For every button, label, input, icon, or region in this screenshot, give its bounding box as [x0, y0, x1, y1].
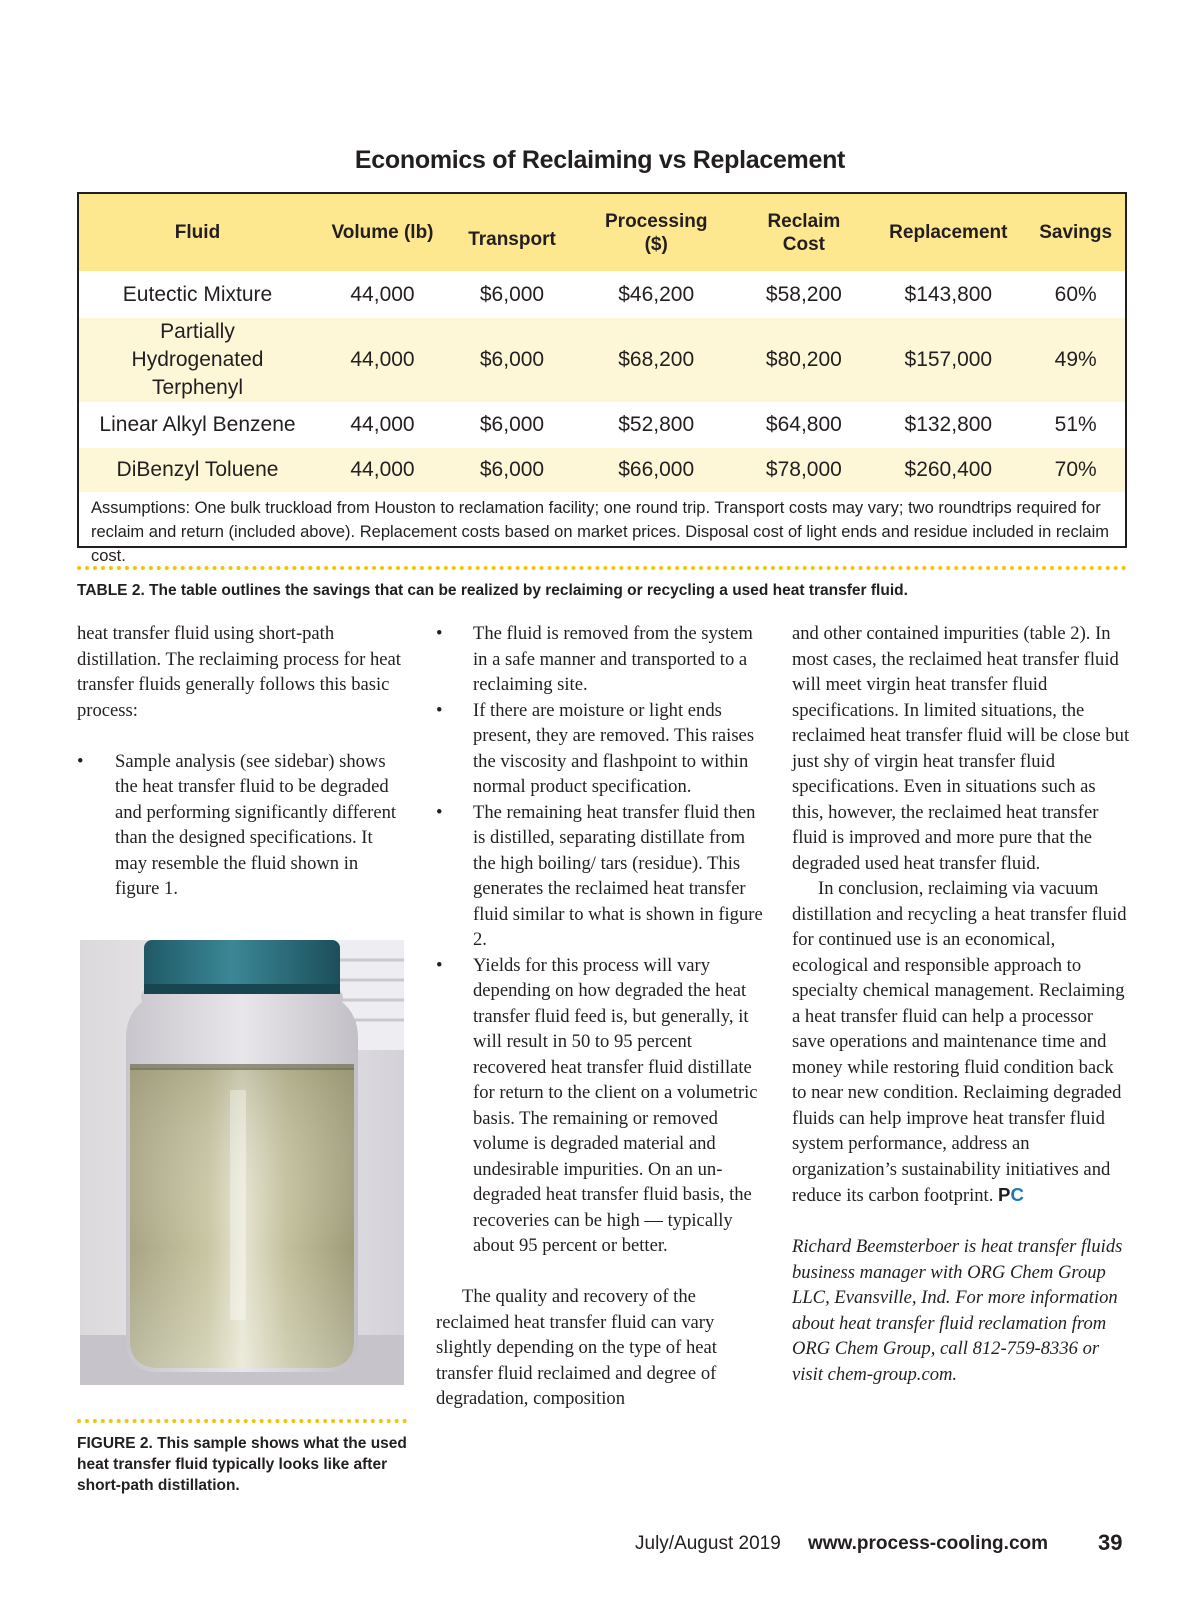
- table-title: Economics of Reclaiming vs Replacement: [354, 146, 846, 174]
- cell-fluid: Eutectic Mixture: [79, 271, 316, 318]
- cell-volume: 44,000: [316, 448, 449, 492]
- economics-table: [79, 194, 1125, 492]
- cell-processing: $46,200: [575, 271, 737, 318]
- list-item: [77, 749, 407, 902]
- cell-replacement: $143,800: [870, 271, 1026, 318]
- conclusion-text: In conclusion, reclaiming via vacuum distillation and recycling a heat transfer fluid for continued use is an economical, ecological and responsible approach to specialty chemical management. Reclaiming a heat transfer fluid can help a processor save operations and maintenance time and money while restoring fluid condition back to near new condition. Reclaiming degraded fluids can help improve heat transfer fluid system performance, address an organization’s sustainability initiatives and reduce its carbon footprint.: [792, 878, 1127, 1206]
- cell-transport: $6,000: [449, 318, 575, 402]
- page-number: 39: [1098, 1530, 1123, 1555]
- cell-fluid: DiBenzyl Toluene: [79, 448, 316, 492]
- list-item-text: If there are moisture or light ends present, they are removed. This raises the viscosity and flashpoint to within normal product specification.: [473, 699, 755, 797]
- cell-replacement: $260,400: [870, 448, 1026, 492]
- column-3: [792, 621, 1130, 1387]
- bullet-icon: •: [77, 750, 84, 772]
- paragraph: [792, 876, 1130, 1209]
- cell-savings: 70%: [1026, 448, 1125, 492]
- figure-2-photo: [80, 940, 404, 1385]
- cell-processing: $68,200: [575, 318, 737, 402]
- cell-reclaim-cost: $58,200: [737, 271, 870, 318]
- table-row: [79, 318, 1125, 402]
- cell-savings: 60%: [1026, 271, 1125, 318]
- cell-processing: $66,000: [575, 448, 737, 492]
- table-header-row: [79, 194, 1125, 271]
- header-replacement: Replacement: [870, 194, 1026, 271]
- cell-reclaim-cost: $64,800: [737, 402, 870, 448]
- cell-reclaim-cost: $78,000: [737, 448, 870, 492]
- header-transport: Transport: [449, 194, 575, 271]
- cell-volume: 44,000: [316, 271, 449, 318]
- list-item-text: The remaining heat transfer fluid then is distilled, separating distillate from the high boiling/ tars (residue). This generates the reclaimed heat transfer fluid similar to what is shown in figure 2.: [473, 801, 763, 950]
- jar-photo: [80, 940, 404, 1385]
- table-assumptions: Assumptions: One bulk truckload from Houston to reclamation facility; one round trip. Transport costs may vary; two roundtrips required for reclaim and return (included above). Replacement costs based on market prices. Disposal cost of light ends and residue included in reclaim cost.: [91, 499, 1110, 565]
- table-caption: TABLE 2. The table outlines the savings that can be realized by reclaiming or recycling a used heat transfer fluid.: [77, 582, 908, 599]
- header-fluid: Fluid: [79, 194, 316, 271]
- paragraph: and other contained impurities (table 2). In most cases, the reclaimed heat transfer fluid will meet virgin heat transfer fluid specifications. In limited situations, the reclaimed heat transfer fluid will be close but just shy of virgin heat transfer fluid specifications. Even in situations such as this, however, the reclaimed heat transfer fluid is improved and more pure that the degraded used heat transfer fluid.: [792, 623, 1130, 874]
- header-processing: Processing ($): [575, 194, 737, 271]
- cell-savings: 51%: [1026, 402, 1125, 448]
- cell-transport: $6,000: [449, 402, 575, 448]
- list-item-text: Yields for this process will vary depending on how degraded the heat transfer fluid feed is, but generally, it will result in 50 to 95 percent recovered heat transfer fluid distillate for return to the client on a volumetric basis. The remaining or removed volume is degraded material and undesirable impurities. On an un-degraded heat transfer fluid basis, the recoveries can be high — typically about 95 percent or better.: [473, 954, 758, 1256]
- bullet-icon: •: [436, 699, 443, 721]
- cell-volume: 44,000: [316, 318, 449, 402]
- table-row: [79, 402, 1125, 448]
- dotted-rule: [77, 566, 1127, 570]
- list-item: [436, 621, 764, 698]
- cell-fluid: Linear Alkyl Benzene: [79, 402, 316, 448]
- cell-replacement: $157,000: [870, 318, 1026, 402]
- column-2: [436, 621, 764, 1412]
- list-item: [436, 800, 764, 953]
- table-row: [79, 448, 1125, 492]
- cell-savings: 49%: [1026, 318, 1125, 402]
- table-row: [79, 271, 1125, 318]
- cell-processing: $52,800: [575, 402, 737, 448]
- header-volume: Volume (lb): [316, 194, 449, 271]
- list-item-text: Sample analysis (see sidebar) shows the heat transfer fluid to be degraded and performing significantly different than the designed specifications. It may resemble the fluid shown in figure 1.: [115, 750, 397, 899]
- list-item: [436, 698, 764, 800]
- cell-transport: $6,000: [449, 448, 575, 492]
- footer-website[interactable]: www.process-cooling.com: [808, 1533, 1049, 1554]
- footer-issue: July/August 2019: [635, 1533, 781, 1554]
- list-item: [436, 953, 764, 1259]
- paragraph: The quality and recovery of the reclaimed heat transfer fluid can vary slightly depending on the type of heat transfer fluid reclaimed and degree of degradation, composition: [436, 1286, 717, 1409]
- bullet-icon: •: [436, 801, 443, 823]
- list-item-text: The fluid is removed from the system in a safe manner and transported to a reclaiming site.: [473, 623, 753, 695]
- economics-table-box: [77, 192, 1127, 565]
- column-1: [77, 621, 407, 902]
- cell-transport: $6,000: [449, 271, 575, 318]
- intro-paragraph: heat transfer fluid using short-path distillation. The reclaiming process for heat transfer fluids generally follows this basic process:: [77, 623, 401, 721]
- pc-logo: PC: [998, 1184, 1024, 1205]
- header-reclaim-cost: Reclaim Cost: [737, 194, 870, 271]
- bullet-icon: •: [436, 623, 443, 644]
- figure-dotted-rule: [77, 1419, 407, 1423]
- cell-reclaim-cost: $80,200: [737, 318, 870, 402]
- cell-fluid: Partially Hydrogenated Terphenyl: [79, 318, 316, 402]
- header-savings: Savings: [1026, 194, 1125, 271]
- bullet-icon: •: [436, 954, 443, 976]
- figure-caption: FIGURE 2. This sample shows what the used heat transfer fluid typically looks like after short-path distillation.: [77, 1435, 407, 1494]
- cell-volume: 44,000: [316, 402, 449, 448]
- cell-replacement: $132,800: [870, 402, 1026, 448]
- author-bio: Richard Beemsterboer is heat transfer fluids business manager with ORG Chem Group LLC, Evansville, Ind. For more information about heat transfer fluid reclamation from ORG Chem Group, call 812-759-8336 or visit chem-group.com.: [792, 1236, 1123, 1385]
